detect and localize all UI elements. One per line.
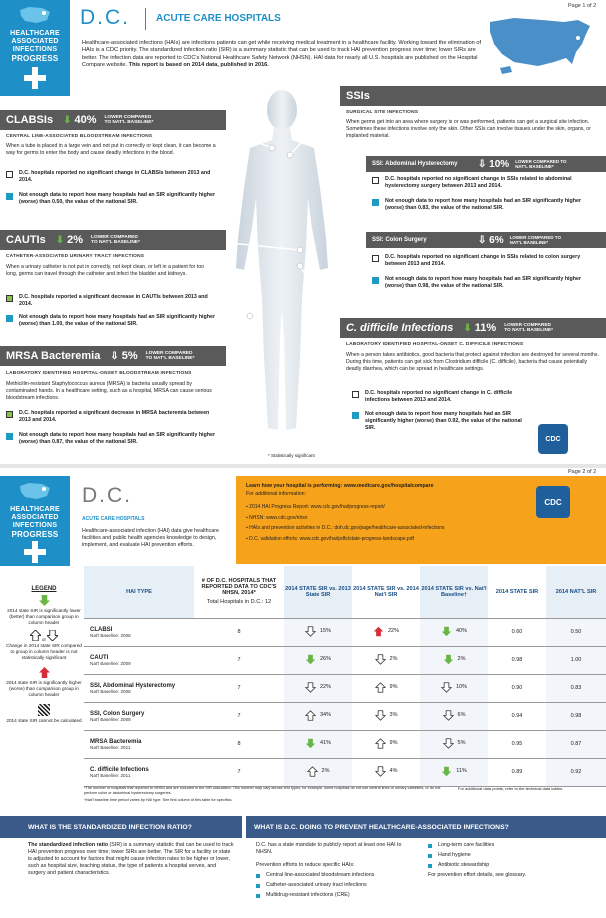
outline-down-arrow-icon: [443, 710, 454, 721]
ssi-abd-r1: D.C. hospitals reported no significant change in SSIs related to abdominal hysterectomy surgery between 2013 and 2014.: [385, 176, 572, 189]
table-row: [84, 758, 606, 786]
c3-value: 6%: [457, 712, 466, 718]
cell-c2: [352, 730, 420, 758]
prevention-list-2: [428, 842, 598, 869]
outline-up-arrow-icon: [375, 738, 386, 749]
hai-baseline: Nat'l Baseline: 2008: [90, 632, 131, 638]
hospitals-value: 7: [237, 713, 241, 719]
link-dc-hai[interactable]: HAIs and prevention activities in D.C.: doh.dc.gov/page/healthcare-associated-infections: [249, 525, 445, 531]
cell-c1: [284, 674, 352, 702]
cauti-r2: Not enough data to report how many hospitals had an SIR significantly higher (worse) than 1.00, the value of the national SIR.: [19, 314, 216, 327]
mrsa-row-2: [6, 432, 221, 446]
cell-c3: [420, 730, 488, 758]
cdiff-r1: D.C. hospitals reported no significant change in C. difficile infections between 2013 and 2014.: [365, 390, 513, 403]
link-nhsn[interactable]: NHSN: www.cdc.gov/nhsn: [249, 514, 308, 521]
cauti-row-1: [6, 294, 221, 308]
box-icon: [372, 177, 379, 184]
clabsi-text: When a tube is placed in a large vein and not put in correctly or kept clean, it can become a way for germs to enter the body and cause deadly infections in the blood.: [6, 143, 216, 156]
state-sir-value: 0.95: [511, 741, 523, 747]
cauti-lower-label: LOWER COMPARED TO NAT'L BASELINE*: [91, 234, 140, 245]
col-hospitals-label: # OF D.C. HOSPITALS THAT REPORTED DATA TO CDC'S NHSN, 2014*: [201, 578, 277, 597]
box-icon: [6, 315, 13, 322]
cauti-subtitle: CATHETER-ASSOCIATED URINARY TRACT INFECTIONS: [6, 254, 145, 259]
cell-state-sir: [488, 646, 546, 674]
state-name: D.C.: [80, 6, 130, 29]
cell-c1: [284, 702, 352, 730]
mrsa-lower-label: LOWER COMPARED TO NAT'L BASELINE*: [145, 350, 195, 361]
col-vs-baseline: 2014 STATE SIR vs. Nat'l Baseline†: [420, 566, 488, 618]
cell-state-sir: [488, 674, 546, 702]
table-row: [84, 674, 606, 702]
cell-hai-type: [84, 758, 194, 786]
legend-title: LEGEND: [31, 586, 57, 592]
cell-hospitals: [194, 758, 284, 786]
page-number-2: Page 2 of 2: [568, 469, 597, 475]
mrsa-header: [0, 346, 226, 366]
hai-progress-badge-2: [0, 476, 70, 566]
box-icon: [6, 171, 13, 178]
ssi-header: [340, 86, 606, 106]
clabsi-lower-label: LOWER COMPARED TO NAT'L BASELINE*: [104, 114, 154, 125]
cdc-logo-2: [536, 486, 570, 518]
ssi-colon-pct: [478, 235, 504, 246]
ssi-subtitle: SURGICAL SITE INFECTIONS: [346, 110, 419, 115]
clabsi-row-1: [6, 170, 221, 184]
natl-sir-value: 0.83: [570, 685, 582, 691]
cell-c3: [420, 646, 488, 674]
cdiff-text: When a person takes antibiotics, good bacteria that protect against infection are destroyed for several months. During this time, patients can get sick from Clostridium difficile (C. difficile), bacteria that cause potentially deadly diarrhea, which can be spread in healthcare settings.: [346, 352, 599, 372]
hospitals-value: 8: [237, 629, 241, 635]
ssi-colon-r2: Not enough data to report how many hospitals had an SIR significantly higher (worse) than 0.98, the value of the national SIR.: [385, 276, 582, 289]
mrsa-text: Methicillin-resistant Staphylococcus aureus (MRSA) is bacteria usually spread by contaminated hands. In a healthcare setting, such as a hospital, MRSA can cause serious bloodstream infections.: [6, 381, 212, 401]
table-row: [84, 730, 606, 758]
state-sir-value: 0.94: [511, 713, 523, 719]
page1-footnote: * Statistically significant: [268, 453, 315, 458]
ssi-colon-row-1: [372, 254, 600, 268]
cell-hospitals: [194, 618, 284, 646]
c2-value: 3%: [389, 712, 398, 718]
mrsa-pct-value: 5%: [121, 350, 138, 362]
dc-prevention-label: Prevention efforts to reduce specific HAIs:: [256, 861, 355, 868]
cell-natl-sir: [546, 618, 606, 646]
green-down-arrow-icon: [39, 595, 50, 606]
c3-value: 2%: [457, 656, 466, 662]
cdiff-lower-label: LOWER COMPARED TO NAT'L BASELINE*: [504, 322, 554, 333]
mrsa-row-1: [6, 410, 221, 424]
sir-answer-bold: The standardized infection ratio: [28, 842, 109, 848]
natl-sir-value: 0.92: [570, 769, 582, 775]
cdiff-r2: Not enough data to report how many hospitals had an SIR significantly higher (worse) than 0.92, the value of the national SIR.: [365, 411, 522, 431]
outline-down-arrow-icon: [375, 710, 386, 721]
cell-c1: [284, 758, 352, 786]
hai-name: SSI, Abdominal Hysterectomy: [90, 682, 176, 689]
c1-value: 26%: [319, 656, 331, 662]
dc-mandate: D.C. has a state mandate to publicly report at least one HAI to NHSN.: [256, 842, 402, 855]
legend-green: 2014 state SIR is significantly lower (better) than comparison group in column header: [7, 608, 81, 625]
box-icon: [372, 199, 379, 206]
cell-c2: [352, 674, 420, 702]
outline-down-arrow-icon: [443, 738, 454, 749]
cauti-text: When a urinary catheter is not put in correctly, not kept clean, or left in a patient for too long, germs can travel through the catheter and infect the bladder and kidneys.: [6, 264, 204, 277]
prevention-more: For prevention effort details, see glossary.: [428, 871, 527, 878]
hai-name: SSI, Colon Surgery: [90, 710, 145, 717]
down-arrow-icon: ⬇: [463, 322, 472, 334]
c2-value: 9%: [389, 740, 398, 746]
state-name-2: D.C.: [82, 484, 132, 507]
intro-body: Healthcare-associated infections (HAIs) are infections patients can get while receiving medical treatment in a healthcare facility. Working toward the elimination of HAIs is a CDC priority. The standardized infection ratio (SIR) is a summary statistic that can be used to track HAI prevention progress over time; lower SIRs are better. The infection data are reported to CDC's National Healthcare Safety Network (NHSN). HAI data for nearly all U.S. hospitals are published on the Hospital Compare website.: [82, 40, 482, 69]
hai-name: C. difficile Infections: [90, 766, 149, 773]
link-progress-report[interactable]: 2014 HAI Progress Report: www.cdc.gov/hai/progress-report/: [249, 504, 385, 510]
outline-down-arrow-icon: [305, 626, 316, 637]
col-hospitals: [194, 566, 284, 618]
list-item: Antibiotic stewardship: [428, 862, 598, 869]
footnote-2: †Nat'l baseline time period varies by HAI type. See first column of this table for specifics.: [84, 798, 233, 802]
cauti-r1: D.C. hospitals reported a significant decrease in CAUTIs between 2013 and 2014.: [19, 294, 208, 307]
ssi-abd-row-1: [372, 176, 600, 190]
dc-question-header: [246, 816, 606, 838]
badge-line-4: PROGRESS: [11, 530, 59, 539]
learn-link[interactable]: Learn how your hospital is performing: www.medicare.gov/hospitalcompare: [246, 483, 434, 489]
badge-line-3: INFECTIONS: [12, 522, 58, 529]
cell-c1: [284, 730, 352, 758]
red-up-arrow-icon: [373, 626, 384, 637]
ssi-colon-r1: D.C. hospitals reported no significant change in SSIs related to colon surgery between 2013 and 2014.: [385, 254, 581, 267]
cell-natl-sir: [546, 758, 606, 786]
cdiff-row-1: [352, 390, 530, 404]
natl-sir-value: 1.00: [570, 657, 582, 663]
cell-state-sir: [488, 758, 546, 786]
cell-c2: [352, 618, 420, 646]
c1-value: 34%: [319, 712, 331, 718]
clabsi-title: CLABSIs: [6, 114, 54, 126]
outline-down-arrow-icon: [375, 766, 386, 777]
hospitals-value: 8: [237, 741, 241, 747]
page-title: ACUTE CARE HOSPITALS: [156, 13, 281, 24]
badge-line-1: HEALTHCARE: [10, 30, 60, 37]
link-item[interactable]: ▪ HAIs and prevention activities in D.C.: doh.dc.gov/page/healthcare-associated-infections: [246, 525, 445, 531]
legend-nochange: Change in 2014 state SIR compared to group in column header is not statistically significant: [6, 643, 82, 660]
cauti-title: CAUTIs: [6, 234, 46, 246]
prevention-list-1: [256, 872, 416, 899]
badge-line-3: INFECTIONS: [12, 46, 58, 53]
c1-value: 15%: [319, 628, 331, 634]
hai-name: CAUTI: [90, 654, 109, 661]
sir-table: [84, 566, 606, 787]
clabsi-r1: D.C. hospitals reported no significant change in CLABSIs between 2013 and 2014.: [19, 170, 211, 183]
cell-state-sir: [488, 730, 546, 758]
cdc-logo-text: CDC: [544, 497, 562, 507]
clabsi-r2: Not enough data to report how many hospitals had an SIR significantly higher (worse) than 0.50, the value of the national SIR.: [19, 192, 216, 205]
outline-down-arrow-icon: [47, 630, 58, 641]
col-vs-natl: 2014 STATE SIR vs. 2014 Nat'l SIR: [352, 566, 420, 618]
cell-hai-type: [84, 646, 194, 674]
sir-table-container: [84, 566, 606, 786]
hai-baseline: Nat'l Baseline: 2008: [90, 716, 131, 722]
mrsa-title: MRSA Bacteremia: [6, 350, 101, 362]
hai-name: MRSA Bacteremia: [90, 738, 142, 745]
state-sir-value: 0.90: [511, 685, 523, 691]
sir-question-header: [0, 816, 242, 838]
col-hospitals-total: Total Hospitals in D.C.: 12: [206, 599, 272, 606]
table-row: [84, 618, 606, 646]
footnote-3: For additional data points, refer to the technical data tables.: [458, 786, 564, 791]
cell-natl-sir: [546, 674, 606, 702]
dc-answer-2: [428, 842, 598, 879]
link-item[interactable]: ▪ NHSN: www.cdc.gov/nhsn: [246, 514, 308, 521]
ssi-abd-lower-label: LOWER COMPARED TO NAT'L BASELINE*: [515, 159, 567, 169]
legend-or: or: [41, 637, 47, 642]
col-state-sir: 2014 STATE SIR: [488, 566, 546, 618]
mrsa-pct: [110, 350, 137, 362]
more-info-label: For additional information:: [246, 491, 306, 497]
link-item[interactable]: ▪ D.C. validation efforts: www.cdc.gov/hai/pdfs/state-progress-landscape.pdf: [246, 535, 414, 542]
c2-value: 22%: [387, 628, 399, 634]
cdiff-subtitle: LABORATORY IDENTIFIED HOSPITAL-ONSET C. DIFFICILE INFECTIONS: [346, 342, 524, 347]
ssi-colon-header: [366, 232, 606, 248]
link-item[interactable]: ▪ 2014 HAI Progress Report: www.cdc.gov/hai/progress-report/: [246, 504, 385, 510]
state-map-icon: [0, 476, 70, 506]
legend-red: 2014 state SIR is significantly higher (worse) than comparison group in column header: [6, 680, 82, 697]
legend-hatch: 2014 state SIR cannot be calculated: [6, 718, 82, 723]
c3-value: 5%: [457, 740, 466, 746]
c2-value: 2%: [389, 656, 398, 662]
clabsi-pct: [63, 114, 96, 126]
cell-state-sir: [488, 702, 546, 730]
plus-icon: [24, 541, 46, 563]
c1-value: 22%: [319, 684, 331, 690]
cauti-row-2: [6, 314, 221, 328]
link-validation[interactable]: D.C. validation efforts: www.cdc.gov/hai/pdfs/state-progress-landscape.pdf: [249, 535, 414, 542]
c3-value: 11%: [456, 768, 467, 774]
cell-state-sir: [488, 618, 546, 646]
ssi-abd-header: [366, 156, 606, 172]
cdiff-title: C. difficile Infections: [346, 322, 454, 334]
cell-natl-sir: [546, 730, 606, 758]
natl-sir-value: 0.98: [570, 713, 582, 719]
list-item: Catheter-associated urinary tract infections: [256, 882, 416, 889]
link-list: [246, 502, 536, 544]
box-icon: [6, 411, 13, 418]
hai-baseline: Nat'l Baseline: 2011: [90, 772, 131, 778]
down-arrow-icon: ⇩: [110, 350, 119, 362]
cell-c3: [420, 618, 488, 646]
state-sir-value: 0.98: [511, 657, 523, 663]
ssi-text: When germs get into an area where surgery is or was performed, patients can get a surgical site infection. Sometimes these infections involve only the skin. Other SSIs can involve tissues under the skin, organs, or implanted material.: [346, 119, 591, 139]
hai-name: CLABSI: [90, 626, 113, 633]
cauti-pct-value: 2%: [67, 234, 84, 246]
c2-value: 9%: [389, 684, 398, 690]
box-icon: [6, 433, 13, 440]
clabsi-header: [0, 110, 226, 130]
state-sir-value: 0.60: [511, 629, 523, 635]
red-up-arrow-icon: [39, 667, 50, 678]
down-arrow-icon: ⬇: [55, 234, 65, 246]
outline-down-arrow-icon: [305, 682, 316, 693]
cell-hai-type: [84, 702, 194, 730]
clabsi-subtitle: CENTRAL LINE-ASSOCIATED BLOODSTREAM INFECTIONS: [6, 134, 153, 139]
cell-c3: [420, 674, 488, 702]
dc-answer: [256, 842, 416, 901]
ssi-abd-pct-value: 10%: [489, 158, 510, 170]
down-arrow-icon: ⇩: [478, 234, 487, 246]
cell-c3: [420, 702, 488, 730]
box-icon: [372, 255, 379, 262]
info-box: [236, 476, 606, 564]
c1-value: 41%: [319, 740, 331, 746]
col-vs-2013: 2014 STATE SIR vs. 2013 State SIR: [284, 566, 352, 618]
outline-up-arrow-icon: [307, 766, 318, 777]
badge-line-4: PROGRESS: [11, 54, 59, 63]
cell-c1: [284, 618, 352, 646]
outline-up-arrow-icon: [30, 630, 41, 641]
sir-answer-text: (SIR) is a summary statistic that can be used to track HAI prevention progress over time; lower SIRs are better. The SIR for a facility or state is adjusted to account for factors that might cause infection rates to be higher or lower, such as hospital size, teaching status, the type of patients a hospital serves, and surgery and patient characteristics.: [28, 842, 234, 876]
sir-answer: [28, 842, 234, 877]
clabsi-row-2: [6, 192, 221, 206]
ssi-abd-title: SSI: Abdominal Hysterectomy: [372, 161, 458, 167]
hospitals-value: 7: [237, 657, 241, 663]
cell-c2: [352, 702, 420, 730]
cell-hai-type: [84, 674, 194, 702]
cdc-logo-text: CDC: [545, 435, 561, 443]
outline-up-arrow-icon: [305, 710, 316, 721]
hospitals-value: 7: [237, 685, 241, 691]
ssi-abd-row-2: [372, 198, 600, 212]
cdiff-pct-value: 11%: [474, 322, 497, 334]
badge-line-2: ASSOCIATED: [11, 38, 59, 45]
cdc-logo: [538, 424, 568, 454]
mrsa-subtitle: LABORATORY IDENTIFIED HOSPITAL-ONSET BLOODSTREAM INFECTIONS: [6, 371, 192, 376]
ssi-colon-row-2: [372, 276, 600, 290]
cdiff-header: [340, 318, 606, 338]
ssi-title: SSIs: [346, 90, 370, 102]
mrsa-r1: D.C. hospitals reported a significant decrease in MRSA bacteremia between 2013 and 2014.: [19, 410, 210, 423]
c1-value: 2%: [321, 768, 330, 774]
cell-natl-sir: [546, 702, 606, 730]
hai-baseline: Nat'l Baseline: 2009: [90, 660, 131, 666]
c3-value: 40%: [455, 628, 467, 634]
box-icon: [6, 193, 13, 200]
col-hai-type: HAI TYPE: [84, 566, 194, 618]
state-sir-value: 0.89: [511, 769, 523, 775]
page-number: Page 1 of 2: [568, 3, 597, 9]
list-item: Multidrug-resistant infections (CRE): [256, 892, 416, 899]
cdiff-pct: [463, 322, 496, 334]
table-row: [84, 702, 606, 730]
ssi-abd-pct: [478, 159, 509, 170]
c2-value: 4%: [389, 768, 398, 774]
box-icon: [372, 277, 379, 284]
table-footnotes: [84, 786, 444, 803]
outline-down-arrow-icon: [441, 682, 452, 693]
hai-baseline: Nat'l Baseline: 2011: [90, 744, 131, 750]
ssi-colon-title: SSI: Colon Surgery: [372, 237, 427, 243]
footnote-1: *The number of hospitals that reported to NHSN and are included in the SIR calculation. This number may vary across HAI types; for example, some hospitals do not use central lines or urinary catheters, or do not perform colon or abdominal hysterectomy surgeries.: [84, 786, 441, 795]
hatch-icon: [38, 704, 50, 716]
list-item: Central line-associated bloodstream infections: [256, 872, 416, 879]
dc-question: WHAT IS D.C. DOING TO PREVENT HEALTHCARE-ASSOCIATED INFECTIONS?: [254, 823, 509, 831]
table-row: [84, 646, 606, 674]
box-icon: [6, 295, 13, 302]
intro-bold: This report is based on 2014 data, published in 2016.: [128, 62, 269, 69]
page-title-2: ACUTE CARE HOSPITALS: [82, 516, 145, 522]
table-header-row: [84, 566, 606, 618]
legend-or-row: [6, 630, 82, 643]
cell-c3: [420, 758, 488, 786]
green-down-arrow-icon: [443, 654, 454, 665]
cdiff-row-2: [352, 411, 530, 431]
c3-value: 10%: [455, 684, 467, 690]
col-natl-sir: 2014 NAT'L SIR: [546, 566, 606, 618]
cell-natl-sir: [546, 646, 606, 674]
cell-hospitals: [194, 730, 284, 758]
cell-hai-type: [84, 730, 194, 758]
natl-sir-value: 0.50: [570, 629, 582, 635]
green-down-arrow-icon: [441, 626, 452, 637]
cell-c1: [284, 646, 352, 674]
green-down-arrow-icon: [305, 654, 316, 665]
sir-question: WHAT IS THE STANDARDIZED INFECTION RATIO?: [28, 823, 192, 831]
cauti-pct: [56, 234, 83, 246]
list-item: Long-term care facilities: [428, 842, 598, 849]
hai-baseline: Nat'l Baseline: 2008: [90, 688, 131, 694]
intro-text-2: Healthcare-associated infection (HAI) data give healthcare facilities and public health agencies knowledge to design, implement, and evaluate HAI prevention efforts.: [82, 528, 219, 549]
box-icon: [352, 412, 359, 419]
cauti-header: [0, 230, 226, 250]
box-icon: [352, 391, 359, 398]
natl-sir-value: 0.87: [570, 741, 582, 747]
ssi-colon-lower-label: LOWER COMPARED TO NAT'L BASELINE*: [509, 235, 561, 245]
hospitals-value: 7: [237, 769, 241, 775]
down-arrow-icon: ⇩: [478, 158, 487, 170]
mrsa-r2: Not enough data to report how many hospitals had an SIR significantly higher (worse) than 0.87, the value of the national SIR.: [19, 432, 216, 445]
outline-up-arrow-icon: [375, 682, 386, 693]
badge-line-1: HEALTHCARE: [10, 506, 60, 513]
outline-down-arrow-icon: [375, 654, 386, 665]
legend: [6, 586, 82, 724]
cell-hospitals: [194, 702, 284, 730]
cell-c2: [352, 758, 420, 786]
cell-hospitals: [194, 646, 284, 674]
green-down-arrow-icon: [441, 766, 452, 777]
page-2: [0, 468, 606, 918]
list-item: Hand hygiene: [428, 852, 598, 859]
ssi-colon-pct-value: 6%: [489, 234, 504, 246]
badge-line-2: ASSOCIATED: [11, 514, 59, 521]
cell-hospitals: [194, 674, 284, 702]
green-down-arrow-icon: [305, 738, 316, 749]
clabsi-pct-value: 40%: [74, 114, 97, 126]
cell-c2: [352, 646, 420, 674]
cell-hai-type: [84, 618, 194, 646]
ssi-abd-r2: Not enough data to report how many hospitals had an SIR significantly higher (worse) than 0.83, the value of the national SIR.: [385, 198, 582, 211]
down-arrow-icon: ⬇: [63, 114, 72, 126]
